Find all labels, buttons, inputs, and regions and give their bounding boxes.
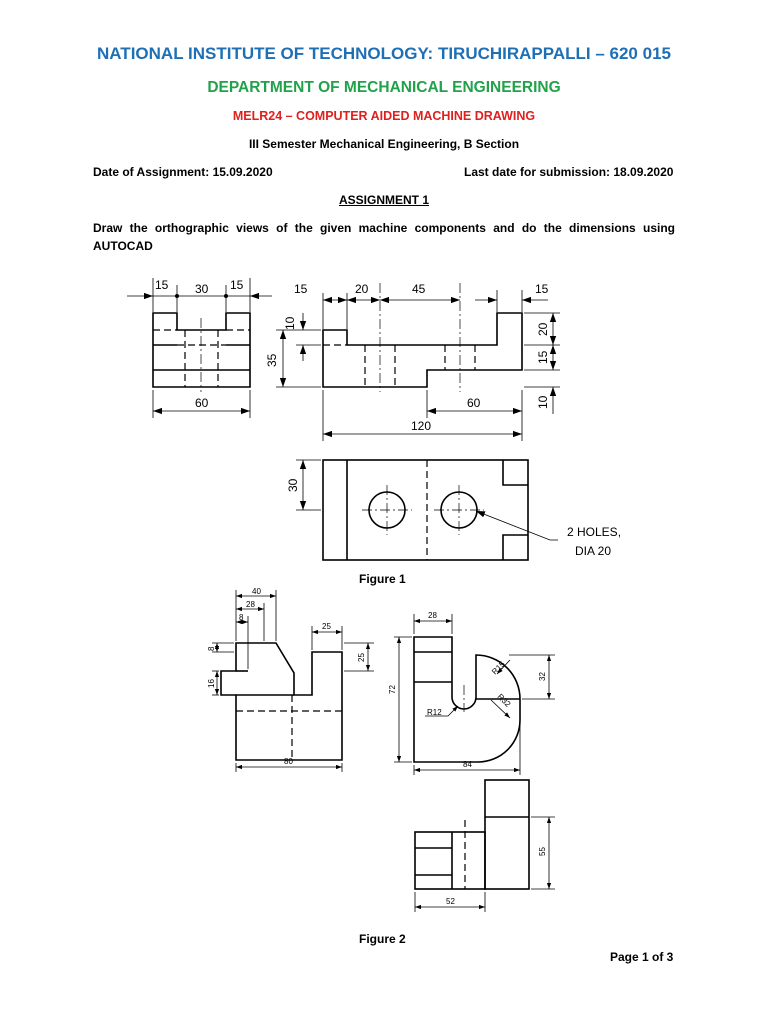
note-holes: 2 HOLES, [567, 525, 622, 539]
figure1-front-view [265, 282, 560, 441]
dim-plan-30: 30 [286, 478, 300, 492]
dim-40: 40 [252, 587, 261, 596]
course-title: MELR24 – COMPUTER AIDED MACHINE DRAWING [232, 109, 536, 123]
dim-front-10a: 10 [283, 316, 297, 330]
dim-side-30: 30 [195, 282, 209, 296]
dim-front-20: 20 [355, 282, 369, 296]
figure1-side-view [127, 278, 272, 418]
dim-28b: 28 [428, 611, 437, 620]
dim-25: 25 [322, 622, 331, 631]
figure1-caption: Figure 1 [359, 572, 406, 586]
note-dia: DIA 20 [575, 544, 612, 558]
figure2-front-view [207, 587, 374, 772]
dim-front-35: 35 [265, 353, 279, 367]
figure2-caption: Figure 2 [359, 932, 406, 946]
dim-72: 72 [388, 685, 397, 694]
dim-side-15b: 15 [230, 278, 244, 292]
figure1-plan-view [286, 460, 621, 560]
dim-front-20r: 20 [536, 322, 550, 336]
dim-side-60: 60 [195, 396, 209, 410]
dim-25v: 25 [357, 653, 366, 662]
dim-80: 80 [284, 757, 293, 766]
dim-84: 84 [463, 760, 472, 769]
dim-8b: 8 [207, 646, 216, 651]
submission-date: Last date for submission: 18.09.2020 [464, 165, 674, 179]
dim-front-15r: 15 [536, 350, 550, 364]
dim-front-15b: 15 [535, 282, 549, 296]
dim-r12: R12 [427, 708, 442, 717]
dim-8: 8 [239, 613, 244, 622]
assignment-heading: ASSIGNMENT 1 [338, 193, 429, 207]
dim-r15: R15 [490, 659, 507, 677]
dim-28: 28 [246, 600, 255, 609]
institute-title: NATIONAL INSTITUTE OF TECHNOLOGY: TIRUCHIRAPPALLI – 620 015 [97, 44, 671, 63]
dim-front-60: 60 [467, 396, 481, 410]
dim-side-15a: 15 [155, 278, 169, 292]
dim-32: 32 [538, 672, 547, 681]
figure2-plan-view [415, 780, 555, 912]
semester-line: III Semester Mechanical Engineering, B Section [248, 137, 520, 151]
dim-front-15a: 15 [294, 282, 308, 296]
figure2-side-view [388, 611, 555, 775]
dim-52: 52 [446, 897, 455, 906]
instruction-text: Draw the orthographic views of the given machine components and do the dimensions using AUTOCAD [93, 221, 675, 253]
page-number: Page 1 of 3 [610, 950, 674, 964]
assignment-date: Date of Assignment: 15.09.2020 [93, 165, 273, 179]
department-title: DEPARTMENT OF MECHANICAL ENGINEERING [207, 79, 561, 96]
dim-front-120: 120 [411, 419, 432, 433]
dim-16: 16 [207, 679, 216, 688]
dim-front-10r: 10 [536, 395, 550, 409]
dim-55: 55 [538, 847, 547, 856]
dim-front-45: 45 [412, 282, 426, 296]
dim-r32: R32 [495, 692, 513, 709]
